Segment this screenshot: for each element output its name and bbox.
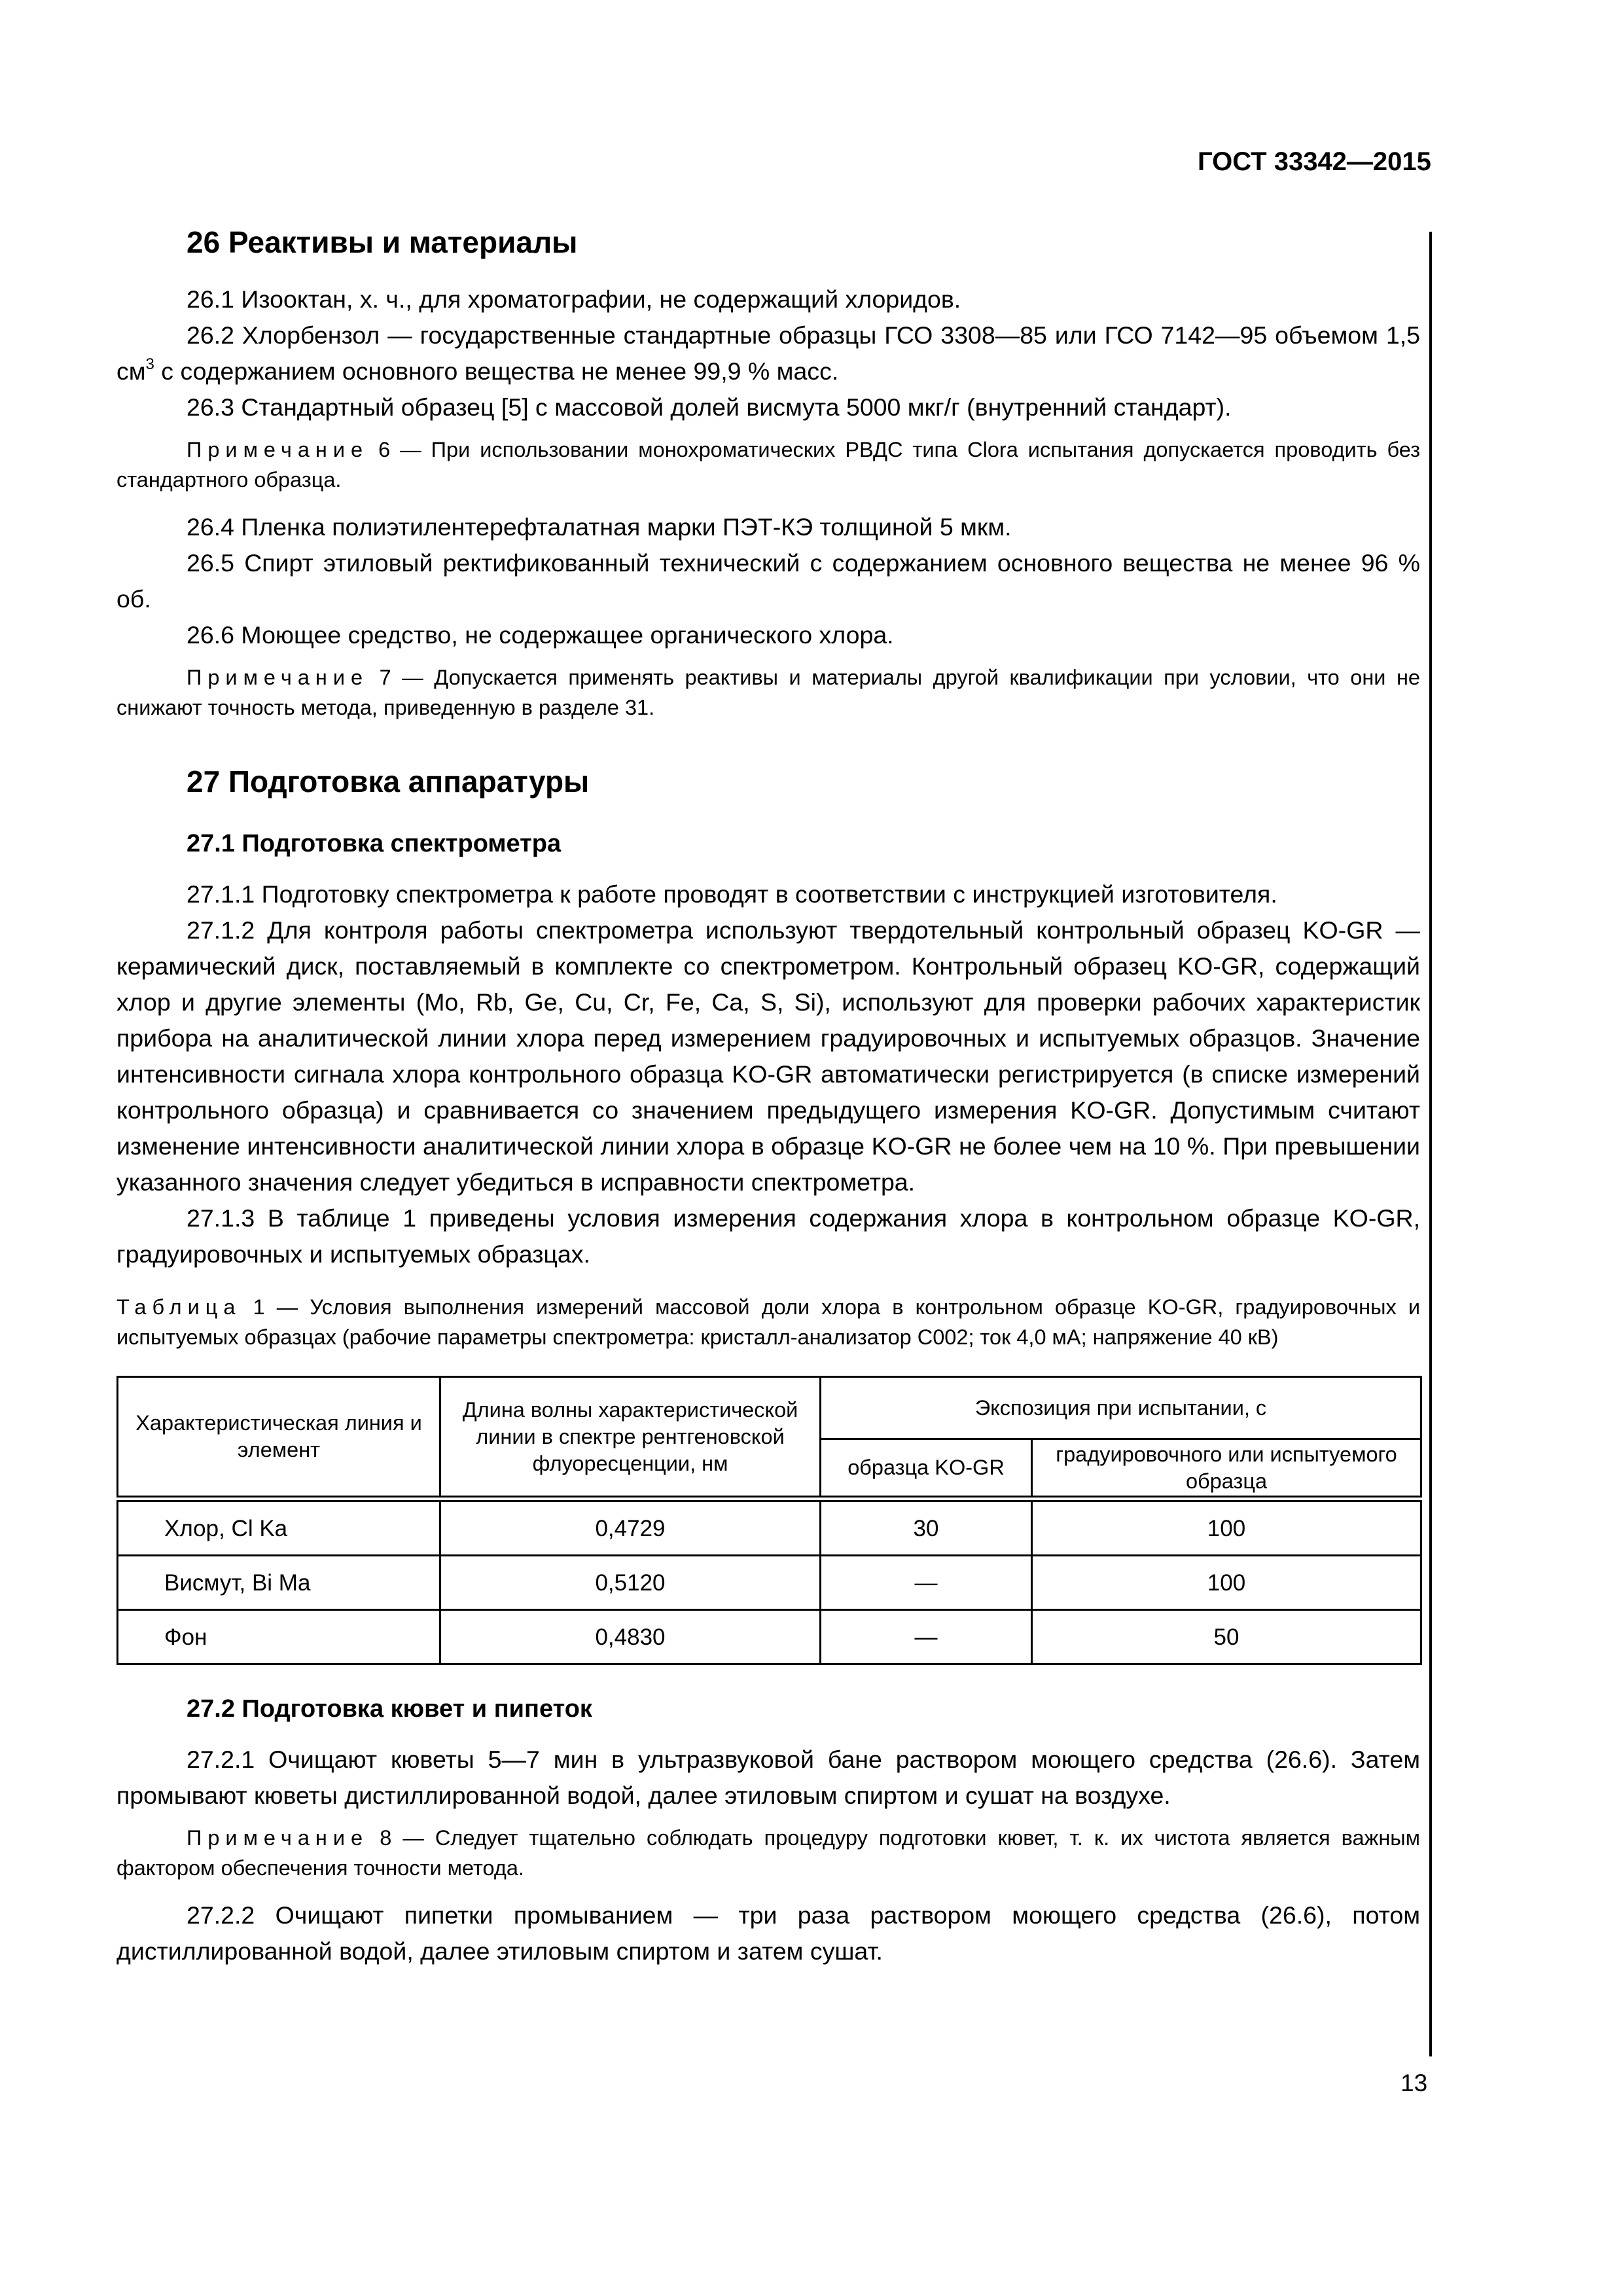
header-characteristic-line: Характеристическая линия и элемент [118, 1377, 440, 1499]
para-27-1-2: 27.1.2 Для контроля работы спектрометра используют твердотельный контрольный образец KO-GR — керамический диск, поставляемый в комплекте со спектрометром. Контрольный образец KO-GR, содержащий хлор и другие элементы (Mo, Rb, Ge, Cu, Cr, Fe, Ca, S, Si), используют для проверки рабочих характеристик прибора на аналитической линии хлора перед измерением градуировочных и испытуемых образцов. Значение интенсивности сигнала хлора контрольного образца KO-GR автоматически регистрируется (в списке измерений контрольного образца) и сравнивается со значением предыдущего измерения KO-GR. Допустимым считают изменение интенсивности аналитической линии хлора в образце KO-GR не более чем на 10 %. При превышении указанного значения следует убедиться в исправности спектрометра. [116, 916, 1420, 1196]
table-row [118, 1610, 1421, 1664]
para-26-2 [116, 317, 1420, 389]
para-26-2-text: 26.2 Хлорбензол — государственные стандартные образцы ГСО 3308—85 или ГСО 7142—95 объемом 1,5 см [116, 321, 1420, 385]
cell-exposure-sample: 100 [1032, 1556, 1421, 1610]
change-bar [1429, 232, 1432, 2056]
para-27-2-2: 27.2.2 Очищают пипетки промыванием — три раза раствором моющего средства (26.6), потом дистиллированной водой, далее этиловым спиртом и затем сушат. [116, 1901, 1420, 1965]
note-text: 7 — Допускается применять реактивы и материалы другой квалификации при условии, что они не снижают точность метода, приведенную в разделе 31. [116, 666, 1420, 719]
header-wavelength: Длина волны характеристической линии в спектре рентгеновской флуоресценции, нм [440, 1377, 821, 1499]
page-content [116, 223, 1420, 1969]
note-label: Примечание [187, 1826, 369, 1850]
section-27-title: 27 Подготовка аппаратуры [187, 764, 590, 798]
subsection-27-2-title: 27.2 Подготовка кювет и пипеток [187, 1695, 592, 1723]
table-row [118, 1499, 1421, 1556]
para-26-4: 26.4 Пленка полиэтилентерефталатная марки ПЭТ-КЭ толщиной 5 мкм. [187, 513, 1012, 541]
cell-exposure-ko: — [821, 1610, 1032, 1664]
caption-label: Таблица [116, 1295, 241, 1319]
page-number: 13 [1400, 2070, 1428, 2096]
para-27-1-3: 27.1.3 В таблице 1 приведены условия измерения содержания хлора в контрольном образце KO-GR, градуировочных и испытуемых образцах. [116, 1204, 1420, 1268]
superscript: 3 [145, 355, 154, 373]
note-label: Примечание [187, 666, 369, 689]
para-26-1: 26.1 Изооктан, х. ч., для хроматографии, не содержащий хлоридов. [187, 285, 961, 313]
para-26-2-text-end: с содержанием основного вещества не менее 99,9 % масс. [154, 357, 839, 385]
cell-exposure-sample: 100 [1032, 1499, 1421, 1556]
note-text: 6 — При использовании монохроматических РВДС типа Clora испытания допускается проводить без стандартного образца. [116, 438, 1420, 492]
para-27-1-1: 27.1.1 Подготовку спектрометра к работе проводят в соответствии с инструкцией изготовителя. [187, 880, 1277, 908]
subsection-27-1-title: 27.1 Подготовка спектрометра [187, 830, 562, 857]
cell-line: Фон [118, 1610, 440, 1664]
note-7 [116, 662, 1420, 723]
document-code-header: ГОСТ 33342—2015 [1198, 147, 1431, 176]
header-exposure-sample: градуировочного или испытуемого образца [1032, 1439, 1421, 1499]
cell-exposure-ko: — [821, 1556, 1032, 1610]
cell-line: Висмут, Bi Ma [118, 1556, 440, 1610]
note-label: Примечание [187, 438, 369, 461]
table-row [118, 1556, 1421, 1610]
note-8 [116, 1823, 1420, 1883]
table-1-caption [116, 1292, 1420, 1352]
note-6 [116, 435, 1420, 495]
cell-exposure-ko: 30 [821, 1499, 1032, 1556]
cell-wavelength: 0,5120 [440, 1556, 821, 1610]
para-26-6: 26.6 Моющее средство, не содержащее органического хлора. [187, 621, 894, 649]
para-27-2-1: 27.2.1 Очищают кюветы 5—7 мин в ультразвуковой бане раствором моющего средства (26.6). Затем промывают кюветы дистиллированной водой, далее этиловым спиртом и сушат на воздухе. [116, 1746, 1420, 1809]
note-text: 8 — Следует тщательно соблюдать процедуру подготовки кювет, т. к. их чистота является важным фактором обеспечения точности метода. [116, 1826, 1420, 1880]
caption-text: 1 — Условия выполнения измерений массовой доли хлора в контрольном образце KO-GR, градуировочных и испытуемых образцах (рабочие параметры спектрометра: кристалл-анализатор C002; ток 4,0 мА; напряжение 40 кВ) [116, 1295, 1420, 1349]
section-26-title: 26 Реактивы и материалы [187, 225, 578, 259]
cell-wavelength: 0,4830 [440, 1610, 821, 1664]
cell-wavelength: 0,4729 [440, 1499, 821, 1556]
para-26-3: 26.3 Стандартный образец [5] с массовой долей висмута 5000 мкг/г (внутренний стандарт). [187, 393, 1232, 421]
table-1 [116, 1376, 1422, 1665]
para-26-5: 26.5 Спирт этиловый ректификованный технический с содержанием основного вещества не менее 96 % об. [116, 549, 1420, 613]
cell-line: Хлор, Cl Ka [118, 1499, 440, 1556]
header-exposure-group: Экспозиция при испытании, с [821, 1377, 1421, 1439]
header-exposure-ko-gr: образца KO-GR [821, 1439, 1032, 1499]
cell-exposure-sample: 50 [1032, 1610, 1421, 1664]
